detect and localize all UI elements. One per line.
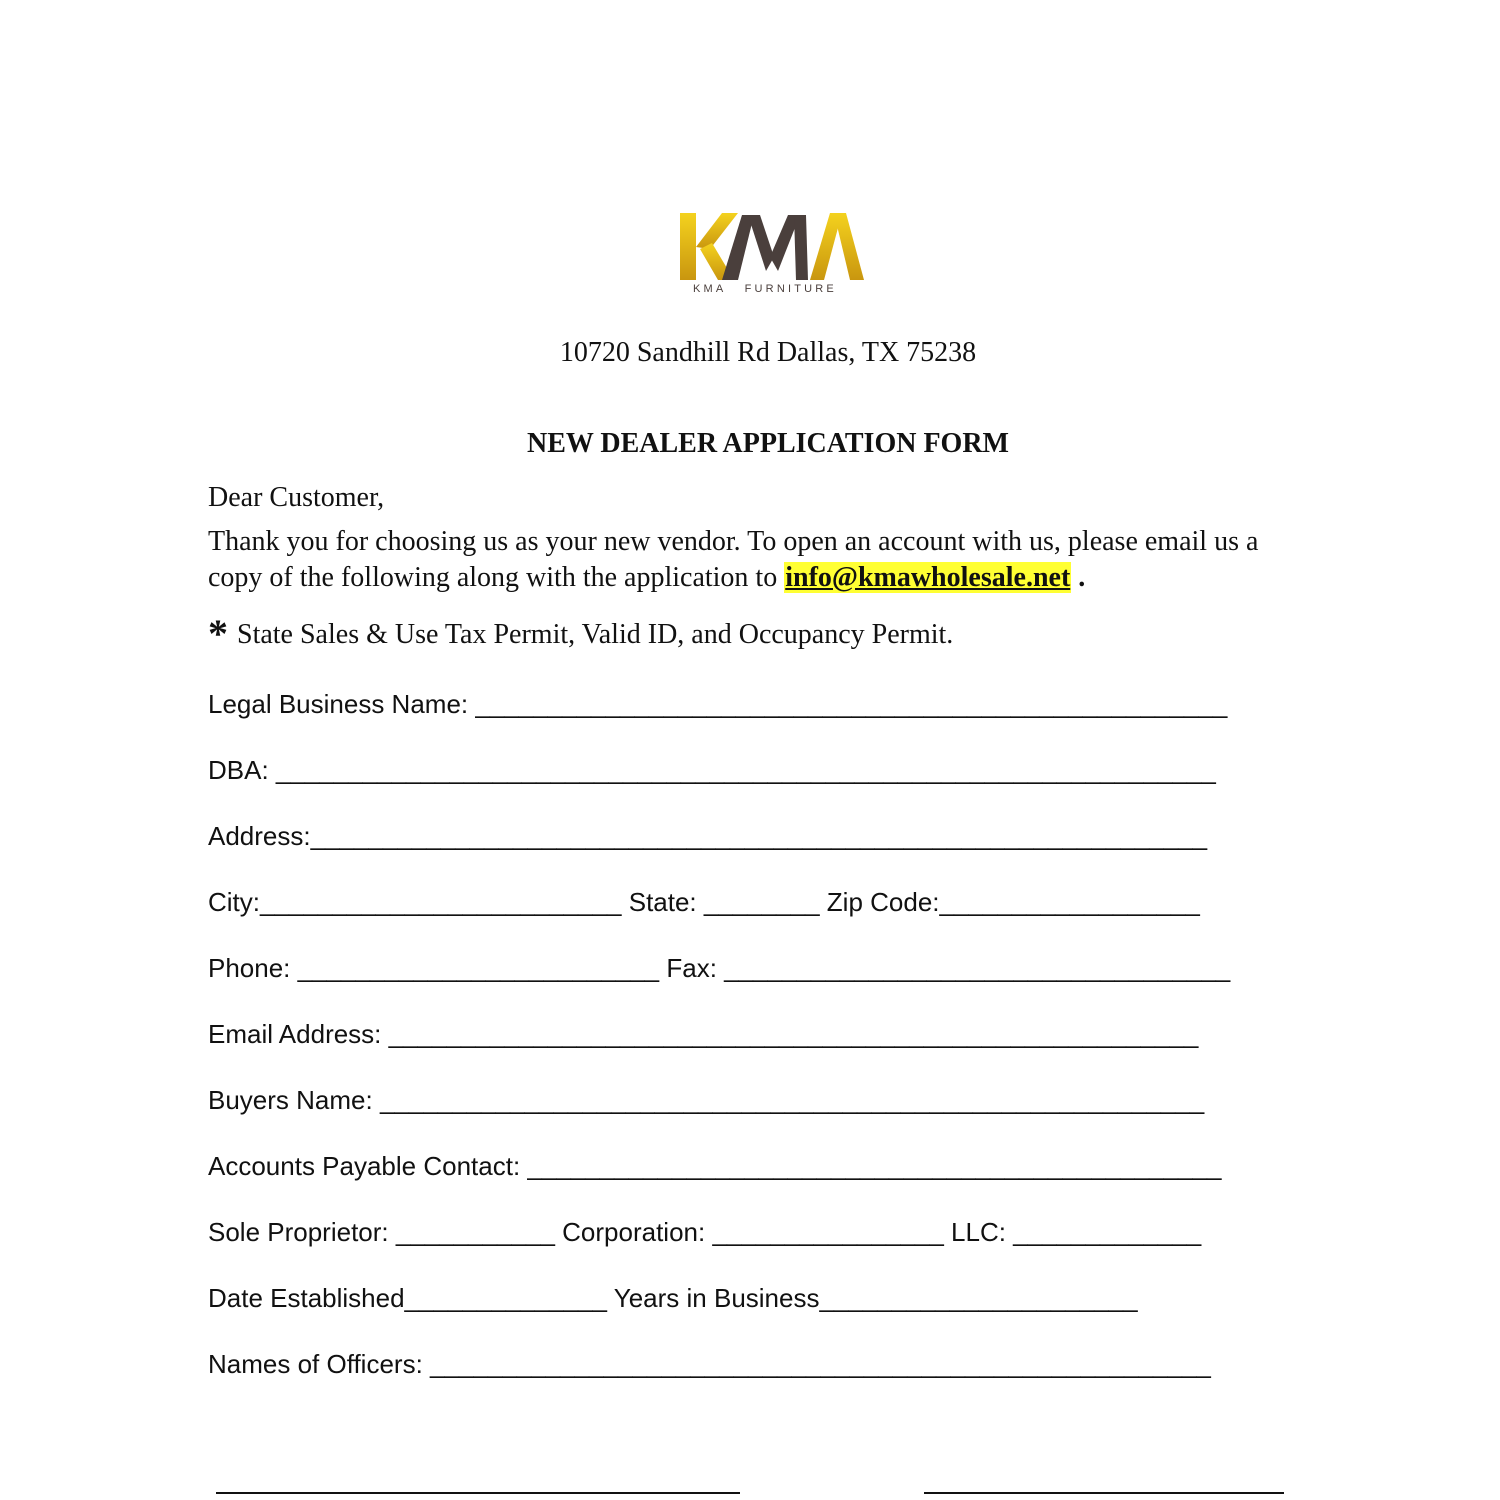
signature-line[interactable] [216,1492,740,1494]
phone-fax-field[interactable]: Phone: _________________________ Fax: ___________________________________ [208,953,1231,983]
city-state-zip-field[interactable]: City:_________________________ State: ________ Zip Code:__________________ [208,887,1200,917]
accounts-payable-contact-field[interactable]: Accounts Payable Contact: ________________________________________________ [208,1151,1222,1181]
dba-field[interactable]: DBA: _________________________________________________________________ [208,755,1216,785]
requirements-line [208,610,953,657]
intro-text: Thank you for choosing us as your new vendor. To open an account with us, please email us a copy of the following along with the application to [208,526,1259,593]
email-address-field[interactable]: Email Address: ________________________________________________________ [208,1019,1199,1049]
business-type-field[interactable]: Sole Proprietor: ___________ Corporation: ________________ LLC: _____________ [208,1217,1202,1247]
date-established-field[interactable]: Date Established______________ Years in Business______________________ [208,1283,1138,1313]
company-address: 10720 Sandhill Rd Dallas, TX 75238 [559,337,977,368]
date-signature-line[interactable] [924,1492,1284,1494]
names-of-officers-field[interactable]: Names of Officers: ______________________________________________________ [208,1349,1211,1379]
logo-subtitle: KMA FURNITURE [693,283,837,295]
requirements-text: State Sales & Use Tax Permit, Valid ID, and Occupancy Permit. [230,619,954,650]
asterisk-icon: * [208,611,228,656]
address-field[interactable]: Address:______________________________________________________________ [208,821,1208,851]
greeting: Dear Customer, [208,482,385,513]
intro-paragraph [208,524,1288,596]
email-link[interactable]: info@kmawholesale.net [785,562,1071,593]
form-title: NEW DEALER APPLICATION FORM [526,428,1009,459]
kma-logo-mark [670,205,870,285]
legal-business-name-field[interactable]: Legal Business Name: ____________________________________________________ [208,689,1228,719]
intro-end: . [1071,562,1086,593]
kma-logo [670,205,870,300]
buyers-name-field[interactable]: Buyers Name: _________________________________________________________ [208,1085,1205,1115]
